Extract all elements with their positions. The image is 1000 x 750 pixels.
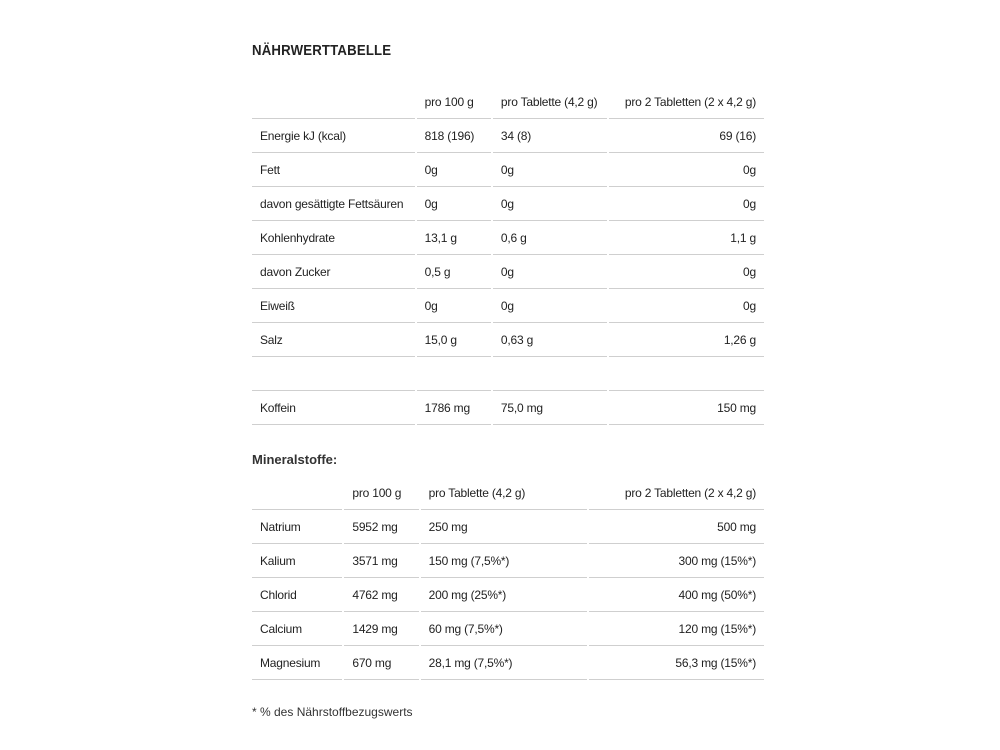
page-title: NÄHRWERTTABELLE — [252, 42, 392, 59]
table-row — [252, 153, 764, 187]
table-row — [252, 510, 764, 544]
table-cell: 5952 mg — [344, 510, 418, 544]
table-cell: 400 mg (50%*) — [589, 578, 764, 612]
table-cell: 300 mg (15%*) — [589, 544, 764, 578]
table-row — [252, 646, 764, 680]
row-label: Calcium — [252, 612, 342, 646]
header-cell: pro 100 g — [344, 476, 418, 510]
table-cell: 1,26 g — [609, 323, 764, 357]
table-row — [252, 255, 764, 289]
table-cell: 150 mg — [609, 391, 764, 425]
empty-cell — [493, 357, 607, 391]
row-label: Natrium — [252, 510, 342, 544]
table-cell: 120 mg (15%*) — [589, 612, 764, 646]
table-row — [252, 119, 764, 153]
row-label: davon gesättigte Fettsäuren — [252, 187, 415, 221]
table-cell: 150 mg (7,5%*) — [421, 544, 588, 578]
table-cell: 0,63 g — [493, 323, 607, 357]
table-cell: 0g — [493, 289, 607, 323]
table-row — [252, 187, 764, 221]
row-label: Energie kJ (kcal) — [252, 119, 415, 153]
empty-cell — [609, 357, 764, 391]
table-header-row — [252, 85, 764, 119]
table-cell: 0g — [493, 153, 607, 187]
row-label: davon Zucker — [252, 255, 415, 289]
table-cell: 13,1 g — [417, 221, 491, 255]
table-cell: 75,0 mg — [493, 391, 607, 425]
table-row — [252, 391, 764, 425]
table-cell: 0,5 g — [417, 255, 491, 289]
header-cell: pro Tablette (4,2 g) — [493, 85, 607, 119]
table-cell: 1,1 g — [609, 221, 764, 255]
table-cell: 0g — [609, 153, 764, 187]
table-cell: 0g — [417, 289, 491, 323]
header-cell — [252, 85, 415, 119]
empty-cell — [252, 357, 415, 391]
row-label: Kalium — [252, 544, 342, 578]
header-cell: pro 2 Tabletten (2 x 4,2 g) — [589, 476, 764, 510]
table-row — [252, 323, 764, 357]
table-cell: 670 mg — [344, 646, 418, 680]
table-cell: 3571 mg — [344, 544, 418, 578]
table-cell: 1429 mg — [344, 612, 418, 646]
table-cell: 15,0 g — [417, 323, 491, 357]
table-cell: 200 mg (25%*) — [421, 578, 588, 612]
table-cell: 60 mg (7,5%*) — [421, 612, 588, 646]
table-cell: 1786 mg — [417, 391, 491, 425]
row-label: Eiweiß — [252, 289, 415, 323]
table-cell: 28,1 mg (7,5%*) — [421, 646, 588, 680]
row-label: Koffein — [252, 391, 415, 425]
table-cell: 0g — [493, 255, 607, 289]
footnote: * % des Nährstoffbezugswerts — [252, 705, 413, 719]
table-cell: 250 mg — [421, 510, 588, 544]
table-row — [252, 221, 764, 255]
header-cell: pro Tablette (4,2 g) — [421, 476, 588, 510]
row-label: Chlorid — [252, 578, 342, 612]
header-cell: pro 100 g — [417, 85, 491, 119]
table-spacer-row — [252, 357, 764, 391]
row-label: Magnesium — [252, 646, 342, 680]
table-header-row — [252, 476, 764, 510]
table-cell: 0g — [609, 255, 764, 289]
table-cell: 4762 mg — [344, 578, 418, 612]
minerals-title: Mineralstoffe: — [252, 452, 338, 467]
table-cell: 34 (8) — [493, 119, 607, 153]
table-cell: 0g — [417, 187, 491, 221]
header-cell — [252, 476, 342, 510]
row-label: Salz — [252, 323, 415, 357]
header-cell: pro 2 Tabletten (2 x 4,2 g) — [609, 85, 764, 119]
table-cell: 0g — [609, 187, 764, 221]
table-cell: 56,3 mg (15%*) — [589, 646, 764, 680]
table-cell: 0g — [493, 187, 607, 221]
table-cell: 818 (196) — [417, 119, 491, 153]
table-cell: 0,6 g — [493, 221, 607, 255]
table-cell: 0g — [609, 289, 764, 323]
table-row — [252, 578, 764, 612]
minerals-table — [250, 476, 766, 680]
table-cell: 500 mg — [589, 510, 764, 544]
table-cell: 69 (16) — [609, 119, 764, 153]
nutrition-table — [250, 85, 766, 425]
row-label: Fett — [252, 153, 415, 187]
row-label: Kohlenhydrate — [252, 221, 415, 255]
table-cell: 0g — [417, 153, 491, 187]
table-row — [252, 289, 764, 323]
table-row — [252, 612, 764, 646]
table-row — [252, 544, 764, 578]
empty-cell — [417, 357, 491, 391]
